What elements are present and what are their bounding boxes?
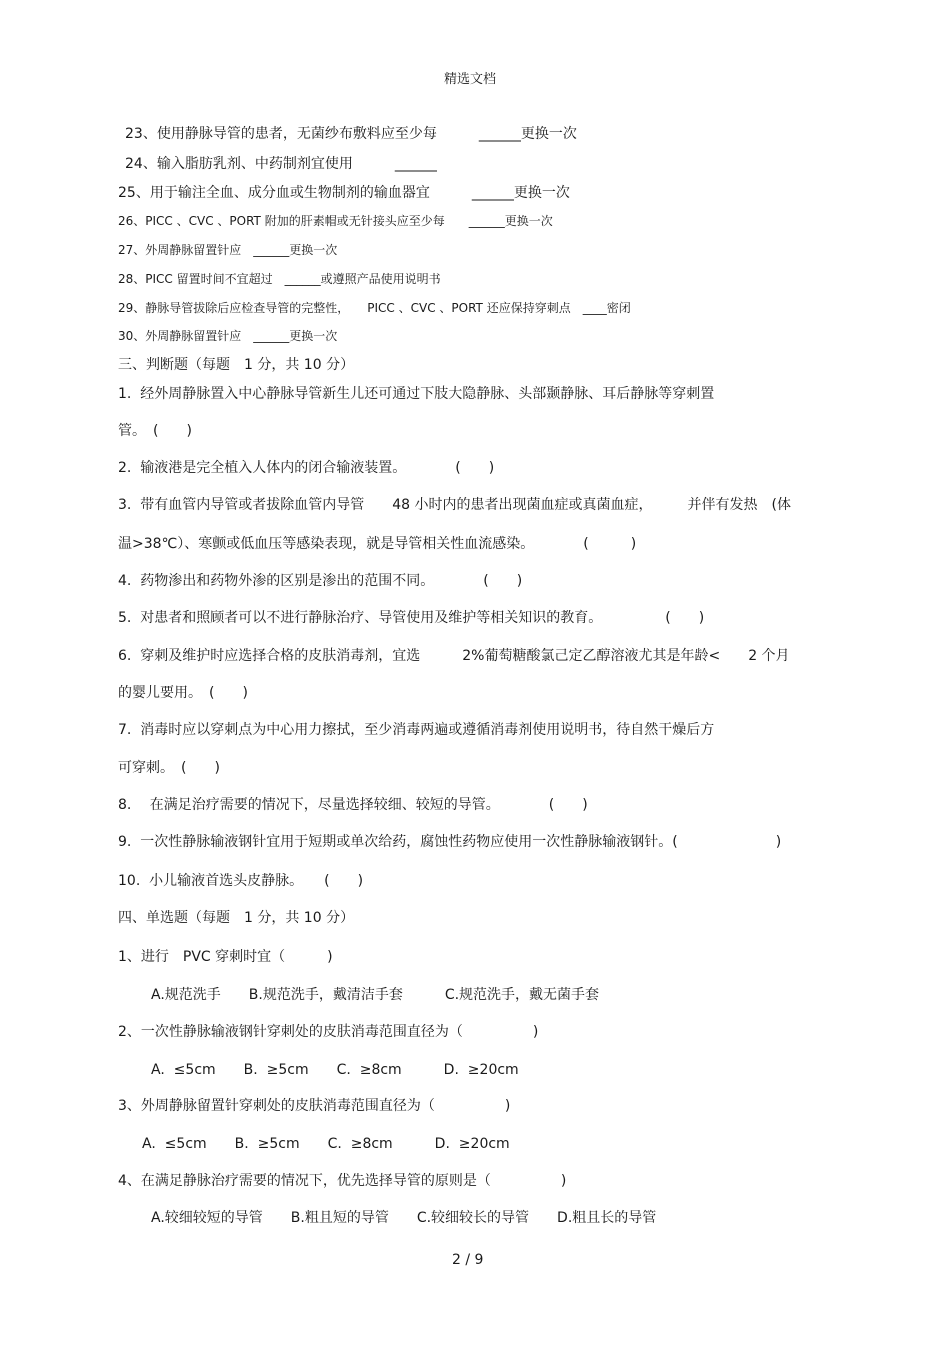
fill-blank-28: 28、PICC 留置时间不宜超过 ______或遵照产品使用说明书 (118, 272, 441, 286)
tf-line: 的婴儿要用。 ( ) (118, 685, 248, 701)
mc-question: 2、一次性静脉输液钢针穿刺处的皮肤消毒范围直径为（ ) (118, 1024, 539, 1040)
fill-blank-24: 24、输入脂肪乳剂、中药制剂宜使用 ______ (125, 156, 437, 172)
tf-line: 5. 对患者和照顾者可以不进行静脉治疗、导管使用及维护等相关知识的教育。 ( ) (118, 610, 705, 626)
mc-question: 4、在满足静脉治疗需要的情况下，优先选择导管的原则是（ ) (118, 1173, 567, 1189)
page-number: 2 / 9 (452, 1252, 484, 1268)
page-header-title: 精选文档 (444, 72, 497, 87)
fill-blank-25: 25、用于输注全血、成分血或生物制剂的输血器宜 ______更换一次 (118, 185, 570, 201)
mc-question: 1、进行 PVC 穿刺时宜（ ) (118, 949, 333, 965)
fill-blank-23: 23、使用静脉导管的患者，无菌纱布敷料应至少每 ______更换一次 (125, 126, 577, 142)
fill-blank-27: 27、外周静脉留置针应 ______更换一次 (118, 243, 338, 257)
tf-line: 1. 经外周静脉置入中心静脉导管新生儿还可通过下肢大隐静脉、头部颞静脉、耳后静脉等穿刺置 (118, 386, 715, 402)
mc-question: 3、外周静脉留置针穿刺处的皮肤消毒范围直径为（ ) (118, 1098, 511, 1114)
section-4-heading: 四、单选题（每题 1 分，共 10 分） (118, 910, 355, 926)
mc-options: A. ≤5cm B. ≥5cm C. ≥8cm D. ≥20cm (142, 1136, 510, 1152)
tf-line: 3. 带有血管内导管或者拔除血管内导管 48 小时内的患者出现菌血症或真菌血症， 并伴有发热 (体 (118, 497, 791, 513)
fill-blank-30: 30、外周静脉留置针应 ______更换一次 (118, 329, 338, 343)
mc-options: A. ≤5cm B. ≥5cm C. ≥8cm D. ≥20cm (151, 1062, 519, 1078)
mc-options: A.较细较短的导管 B.粗且短的导管 C.较细较长的导管 D.粗且长的导管 (151, 1210, 657, 1226)
fill-blank-26: 26、PICC 、CVC 、PORT 附加的肝素帽或无针接头应至少每 ______更换一次 (118, 214, 553, 228)
tf-line: 温>38℃）、寒颤或低血压等感染表现，就是导管相关性血流感染。 ( ) (118, 536, 637, 552)
tf-line: 7. 消毒时应以穿刺点为中心用力擦拭，至少消毒两遍或遵循消毒剂使用说明书，待自然干燥后方 (118, 722, 715, 738)
fill-blank-29: 29、静脉导管拔除后应检查导管的完整性， PICC 、CVC 、PORT 还应保持穿刺点 ____密闭 (118, 301, 631, 315)
tf-line: 2. 输液港是完全植入人体内的闭合输液装置。 ( ) (118, 460, 495, 476)
tf-line: 4. 药物渗出和药物外渗的区别是渗出的范围不同。 ( ) (118, 573, 523, 589)
tf-line: 9. 一次性静脉输液钢针宜用于短期或单次给药，腐蚀性药物应使用一次性静脉输液钢针。( ) (118, 834, 782, 850)
tf-line: 6. 穿刺及维护时应选择合格的皮肤消毒剂，宜选 2%葡萄糖酸氯己定乙醇溶液尤其是年龄< 2 个月 (118, 648, 790, 664)
tf-line: 管。 ( ) (118, 423, 192, 439)
tf-line: 10. 小儿输液首选头皮静脉。 ( ) (118, 873, 364, 889)
tf-line: 可穿刺。 ( ) (118, 760, 220, 776)
tf-line: 8. 在满足治疗需要的情况下，尽量选择较细、较短的导管。 ( ) (118, 797, 588, 813)
mc-options: A.规范洗手 B.规范洗手，戴清洁手套 C.规范洗手，戴无菌手套 (151, 987, 600, 1003)
section-3-heading: 三、判断题（每题 1 分，共 10 分） (118, 357, 355, 373)
